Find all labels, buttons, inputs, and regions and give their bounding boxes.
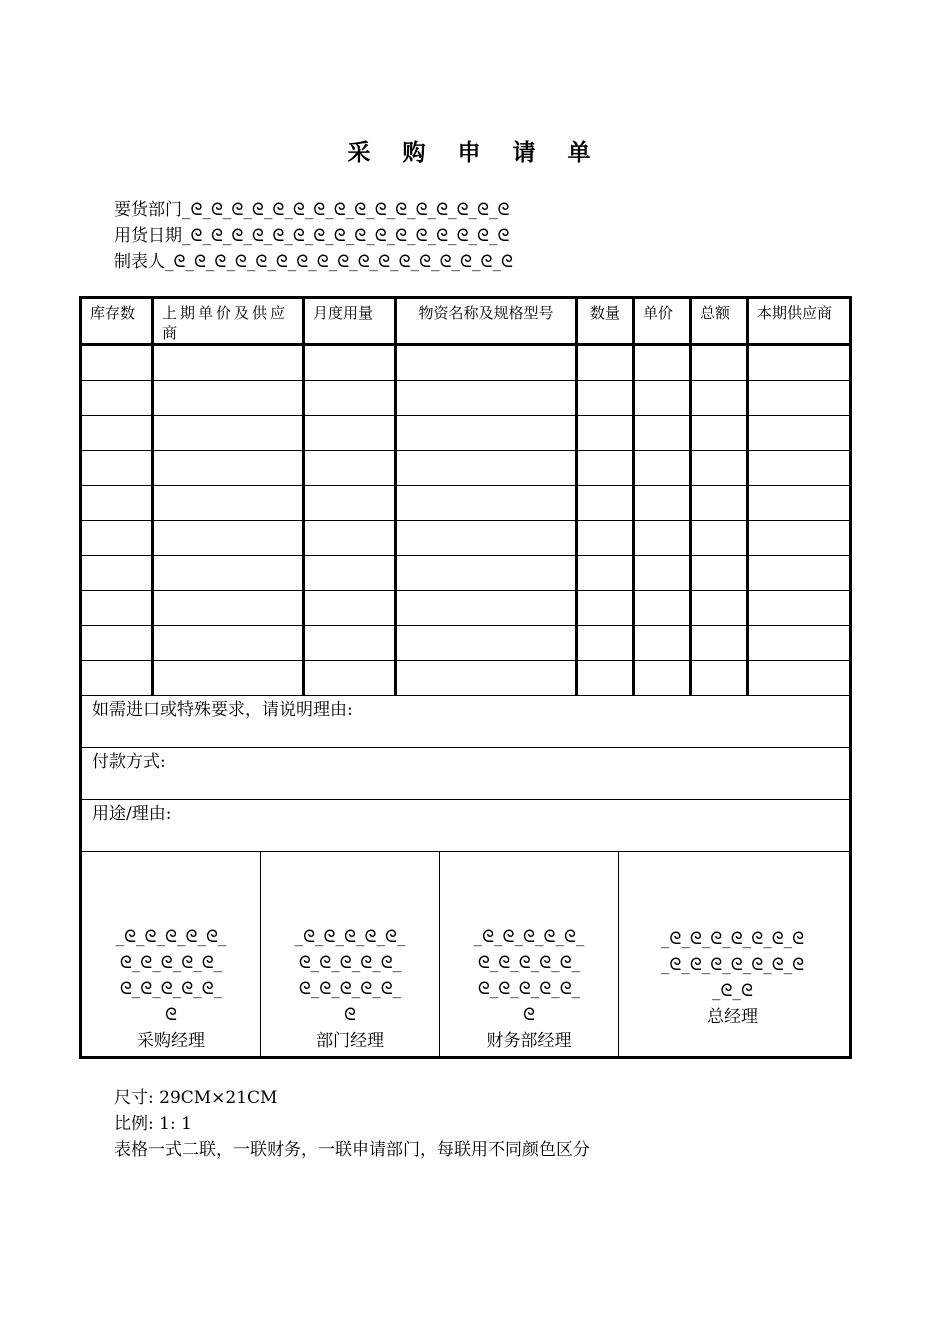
special-requirements-field: 如需进口或特殊要求，请说明理由: bbox=[81, 696, 851, 748]
table-cell[interactable] bbox=[396, 556, 577, 591]
table-cell[interactable] bbox=[396, 591, 577, 626]
table-row bbox=[81, 626, 851, 661]
signature-purchasing-manager bbox=[82, 852, 260, 1056]
table-cell[interactable] bbox=[577, 556, 634, 591]
table-row bbox=[81, 486, 851, 521]
table-row bbox=[81, 451, 851, 486]
signature-line: _ᘓ_ᘓ_ᘓ_ᘓ_ᘓ_ bbox=[294, 927, 406, 947]
signature-line: ᘓ_ᘓ_ᘓ_ᘓ_ᘓ_ bbox=[298, 979, 402, 999]
table-cell[interactable] bbox=[81, 486, 153, 521]
table-row bbox=[81, 521, 851, 556]
column-header-item-spec: 物资名称及规格型号 bbox=[396, 298, 577, 345]
signature-line: ᘓ bbox=[523, 1005, 535, 1025]
table-cell[interactable] bbox=[634, 416, 691, 451]
table-cell[interactable] bbox=[691, 486, 748, 521]
table-cell[interactable] bbox=[396, 345, 577, 381]
footer-note: 表格一式二联，一联财务，一联申请部门，每联用不同颜色区分 bbox=[114, 1140, 590, 1160]
table-cell[interactable] bbox=[577, 451, 634, 486]
footer-size: 尺寸: 29CM×21CM bbox=[114, 1088, 278, 1108]
signature-label: 采购经理 bbox=[137, 1031, 205, 1051]
prepared-by-field: 制表人_ᘓ_ᘓ_ᘓ_ᘓ_ᘓ_ᘓ_ᘓ_ᘓ_ᘓ_ᘓ_ᘓ_ᘓ_ᘓ_ᘓ_ᘓ_ᘓ_ᘓ bbox=[114, 252, 513, 272]
table-row bbox=[81, 416, 851, 451]
payment-method-field: 付款方式: bbox=[81, 748, 851, 800]
table-cell[interactable] bbox=[577, 416, 634, 451]
table-cell[interactable] bbox=[634, 556, 691, 591]
table-cell[interactable] bbox=[81, 521, 153, 556]
signature-line: _ᘓ_ᘓ bbox=[712, 981, 753, 1001]
table-row bbox=[81, 661, 851, 696]
table-cell[interactable] bbox=[304, 556, 396, 591]
signature-line: ᘓ bbox=[165, 1005, 177, 1025]
table-cell[interactable] bbox=[304, 591, 396, 626]
form-title: 采 购 申 请 单 bbox=[347, 139, 603, 166]
table-cell[interactable] bbox=[81, 556, 153, 591]
table-cell[interactable] bbox=[304, 416, 396, 451]
table-cell[interactable] bbox=[304, 521, 396, 556]
table-header-row bbox=[81, 298, 851, 345]
table-cell[interactable] bbox=[304, 381, 396, 416]
table-cell[interactable] bbox=[304, 626, 396, 661]
table-cell[interactable] bbox=[634, 451, 691, 486]
signature-line: ᘓ_ᘓ_ᘓ_ᘓ_ᘓ_ bbox=[477, 953, 581, 973]
table-cell[interactable] bbox=[577, 381, 634, 416]
signature-finance-manager bbox=[440, 852, 618, 1056]
table-row bbox=[81, 381, 851, 416]
table-cell[interactable] bbox=[396, 451, 577, 486]
table-cell[interactable] bbox=[577, 345, 634, 381]
table-cell[interactable] bbox=[634, 626, 691, 661]
table-cell[interactable] bbox=[81, 591, 153, 626]
column-header-quantity: 数量 bbox=[577, 298, 634, 345]
signature-line: ᘓ_ᘓ_ᘓ_ᘓ_ᘓ_ bbox=[119, 979, 223, 999]
table-cell[interactable] bbox=[691, 381, 748, 416]
table-cell[interactable] bbox=[748, 626, 851, 661]
table-cell[interactable] bbox=[81, 381, 153, 416]
column-header-unit-price: 单价 bbox=[634, 298, 691, 345]
signature-area bbox=[82, 852, 849, 1056]
table-cell[interactable] bbox=[577, 661, 634, 696]
purpose-field: 用途/理由: bbox=[81, 800, 851, 852]
signature-row bbox=[81, 852, 851, 1058]
table-cell[interactable] bbox=[304, 661, 396, 696]
table-cell[interactable] bbox=[691, 345, 748, 381]
table-cell[interactable] bbox=[153, 451, 304, 486]
table-cell[interactable] bbox=[577, 521, 634, 556]
table-cell[interactable] bbox=[634, 345, 691, 381]
purchase-request-table bbox=[79, 296, 852, 1059]
table-cell[interactable] bbox=[691, 521, 748, 556]
table-cell[interactable] bbox=[691, 661, 748, 696]
table-cell[interactable] bbox=[153, 661, 304, 696]
table-cell[interactable] bbox=[396, 381, 577, 416]
table-cell[interactable] bbox=[153, 626, 304, 661]
table-cell[interactable] bbox=[748, 381, 851, 416]
column-header-last-price-supplier: 上期单价及供应商 bbox=[153, 298, 304, 345]
table-cell[interactable] bbox=[81, 626, 153, 661]
table-row bbox=[81, 696, 851, 748]
signature-department-manager bbox=[261, 852, 439, 1056]
table-row bbox=[81, 748, 851, 800]
table-cell[interactable] bbox=[748, 521, 851, 556]
table-cell[interactable] bbox=[81, 416, 153, 451]
table-cell[interactable] bbox=[748, 661, 851, 696]
table-cell[interactable] bbox=[634, 381, 691, 416]
table-cell[interactable] bbox=[153, 416, 304, 451]
column-header-total: 总额 bbox=[691, 298, 748, 345]
table-cell[interactable] bbox=[634, 486, 691, 521]
table-cell[interactable] bbox=[748, 556, 851, 591]
table-cell[interactable] bbox=[396, 486, 577, 521]
table-cell[interactable] bbox=[691, 556, 748, 591]
table-cell[interactable] bbox=[577, 591, 634, 626]
table-row bbox=[81, 800, 851, 852]
table-cell[interactable] bbox=[577, 626, 634, 661]
column-header-stock: 库存数 bbox=[81, 298, 153, 345]
table-cell[interactable] bbox=[153, 521, 304, 556]
table-cell[interactable] bbox=[153, 345, 304, 381]
table-cell[interactable] bbox=[396, 521, 577, 556]
table-cell[interactable] bbox=[748, 416, 851, 451]
table-cell[interactable] bbox=[748, 591, 851, 626]
signature-label: 总经理 bbox=[707, 1007, 758, 1027]
table-cell[interactable] bbox=[748, 451, 851, 486]
table-cell[interactable] bbox=[634, 521, 691, 556]
table-cell[interactable] bbox=[691, 591, 748, 626]
table-cell[interactable] bbox=[748, 486, 851, 521]
table-cell[interactable] bbox=[81, 451, 153, 486]
table-cell[interactable] bbox=[691, 451, 748, 486]
table-cell[interactable] bbox=[396, 661, 577, 696]
signature-line: ᘓ_ᘓ_ᘓ_ᘓ_ᘓ_ bbox=[477, 979, 581, 999]
table-row bbox=[81, 556, 851, 591]
table-cell[interactable] bbox=[396, 626, 577, 661]
table-cell[interactable] bbox=[153, 486, 304, 521]
signature-line: _ᘓ_ᘓ_ᘓ_ᘓ_ᘓ_ᘓ_ᘓ bbox=[660, 955, 805, 975]
signature-line: ᘓ bbox=[344, 1005, 356, 1025]
table-cell[interactable] bbox=[691, 626, 748, 661]
table-row bbox=[81, 591, 851, 626]
table-cell[interactable] bbox=[634, 661, 691, 696]
signature-line: ᘓ_ᘓ_ᘓ_ᘓ_ᘓ_ bbox=[119, 953, 223, 973]
table-row bbox=[81, 345, 851, 381]
footer-ratio: 比例: 1: 1 bbox=[114, 1114, 192, 1134]
table-cell[interactable] bbox=[577, 486, 634, 521]
table-cell[interactable] bbox=[304, 486, 396, 521]
signature-line: _ᘓ_ᘓ_ᘓ_ᘓ_ᘓ_ bbox=[473, 927, 585, 947]
signature-line: _ᘓ_ᘓ_ᘓ_ᘓ_ᘓ_ bbox=[115, 927, 227, 947]
table-cell[interactable] bbox=[153, 591, 304, 626]
table-cell[interactable] bbox=[81, 661, 153, 696]
table-cell[interactable] bbox=[634, 591, 691, 626]
table-cell[interactable] bbox=[153, 381, 304, 416]
table-cell[interactable] bbox=[691, 416, 748, 451]
table-cell[interactable] bbox=[153, 556, 304, 591]
table-cell[interactable] bbox=[304, 451, 396, 486]
table-cell[interactable] bbox=[396, 416, 577, 451]
column-header-current-supplier: 本期供应商 bbox=[748, 298, 851, 345]
signature-label: 财务部经理 bbox=[486, 1031, 572, 1051]
required-date-field: 用货日期_ᘓ_ᘓ_ᘓ_ᘓ_ᘓ_ᘓ_ᘓ_ᘓ_ᘓ_ᘓ_ᘓ_ᘓ_ᘓ_ᘓ_ᘓ_ᘓ bbox=[114, 226, 510, 246]
table-cell[interactable] bbox=[304, 345, 396, 381]
table-cell[interactable] bbox=[81, 345, 153, 381]
requesting-department-field: 要货部门_ᘓ_ᘓ_ᘓ_ᘓ_ᘓ_ᘓ_ᘓ_ᘓ_ᘓ_ᘓ_ᘓ_ᘓ_ᘓ_ᘓ_ᘓ_ᘓ bbox=[114, 200, 510, 220]
column-header-monthly-usage: 月度用量 bbox=[304, 298, 396, 345]
signature-line: ᘓ_ᘓ_ᘓ_ᘓ_ᘓ_ bbox=[298, 953, 402, 973]
table-cell[interactable] bbox=[748, 345, 851, 381]
signature-label: 部门经理 bbox=[316, 1031, 384, 1051]
signature-general-manager bbox=[619, 852, 846, 1056]
signature-line: _ᘓ_ᘓ_ᘓ_ᘓ_ᘓ_ᘓ_ᘓ bbox=[660, 929, 805, 949]
